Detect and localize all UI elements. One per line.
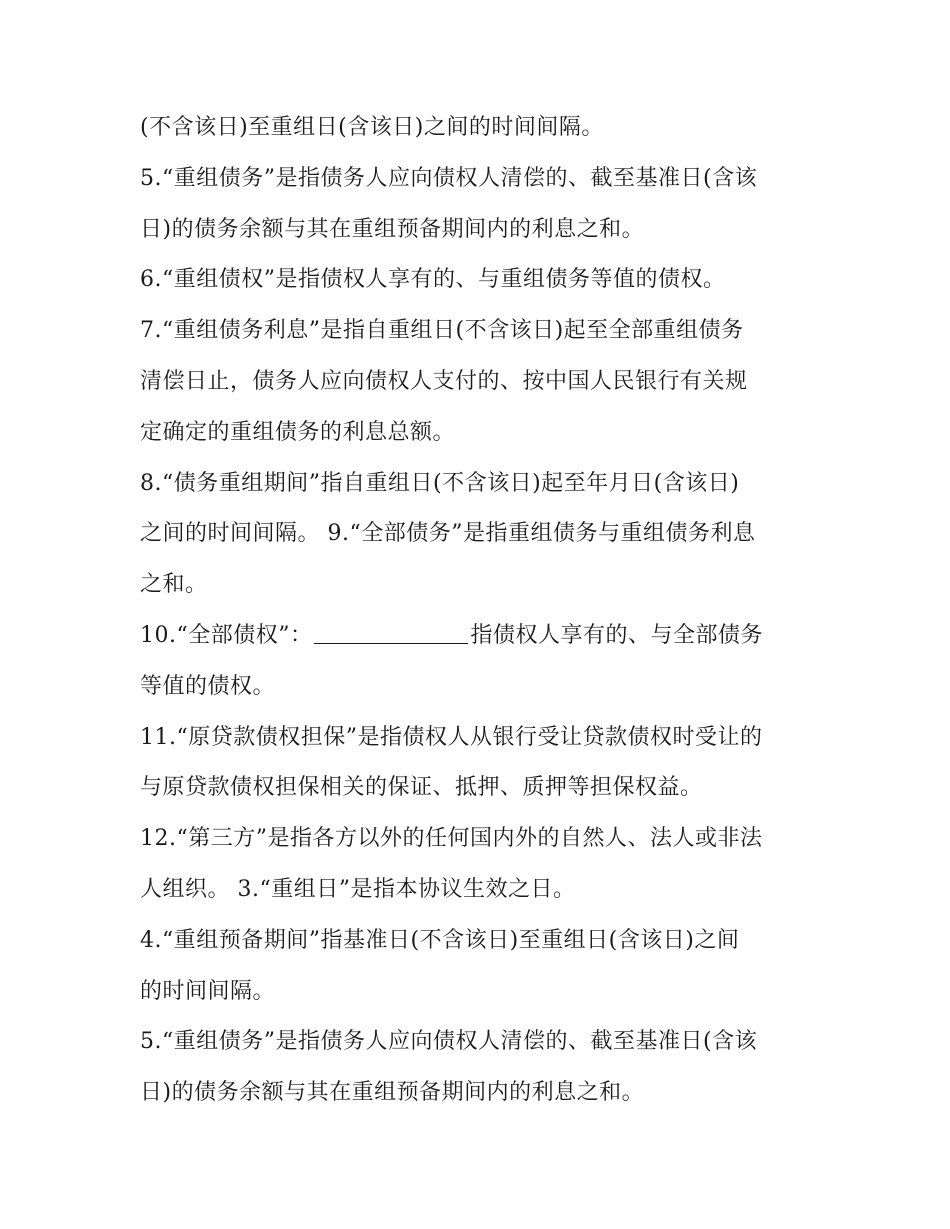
fill-in-blank bbox=[314, 642, 468, 644]
document-body bbox=[140, 103, 820, 1119]
text-line: 12.“第三方”是指各方以外的任何国内外的自然人、法人或非法 bbox=[140, 826, 763, 852]
text-line: 6.“重组债权”是指债权人享有的、与重组债务等值的债权。 bbox=[140, 267, 726, 293]
text-line: 5.“重组债务”是指债务人应向债权人清偿的、截至基准日(含该 bbox=[140, 1029, 758, 1055]
text-line: 等值的债权。 bbox=[140, 673, 276, 699]
text-line: 7.“重组债务利息”是指自重组日(不含该日)起至全部重组债务 bbox=[140, 318, 744, 344]
clause-10-prefix: 10.“全部债权”： bbox=[140, 622, 313, 648]
text-line: 的时间间隔。 bbox=[140, 978, 276, 1004]
text-line: 11.“原贷款债权担保”是指债权人从银行受让贷款债权时受让的 bbox=[140, 724, 763, 750]
text-line-with-blank bbox=[140, 611, 820, 662]
text-line: 8.“债务重组期间”指自重组日(不含该日)起至年月日(含该日) bbox=[140, 470, 740, 496]
text-line: 日)的债务余额与其在重组预备期间内的利息之和。 bbox=[140, 1080, 645, 1106]
clause-10-suffix: 指债权人享有的、与全部债务 bbox=[470, 622, 763, 648]
text-line: 日)的债务余额与其在重组预备期间内的利息之和。 bbox=[140, 216, 645, 242]
text-line: 4.“重组预备期间”指基准日(不含该日)至重组日(含该日)之间 bbox=[140, 927, 740, 953]
text-line: 之间的时间间隔。 9.“全部债务”是指重组债务与重组债务利息 bbox=[140, 521, 756, 547]
text-line: 5.“重组债务”是指债务人应向债权人清偿的、截至基准日(含该 bbox=[140, 165, 758, 191]
text-line: 人组织。 3.“重组日”是指本协议生效之日。 bbox=[140, 876, 576, 902]
text-line: (不含该日)至重组日(含该日)之间的时间间隔。 bbox=[140, 115, 604, 140]
text-line: 与原贷款债权担保相关的保证、抵押、质押等担保权益。 bbox=[140, 775, 703, 801]
text-line: 之和。 bbox=[140, 572, 208, 598]
text-line: 清偿日止，债务人应向债权人支付的、按中国人民银行有关规 bbox=[140, 368, 748, 394]
text-line: 定确定的重组债务的利息总额。 bbox=[140, 419, 456, 445]
